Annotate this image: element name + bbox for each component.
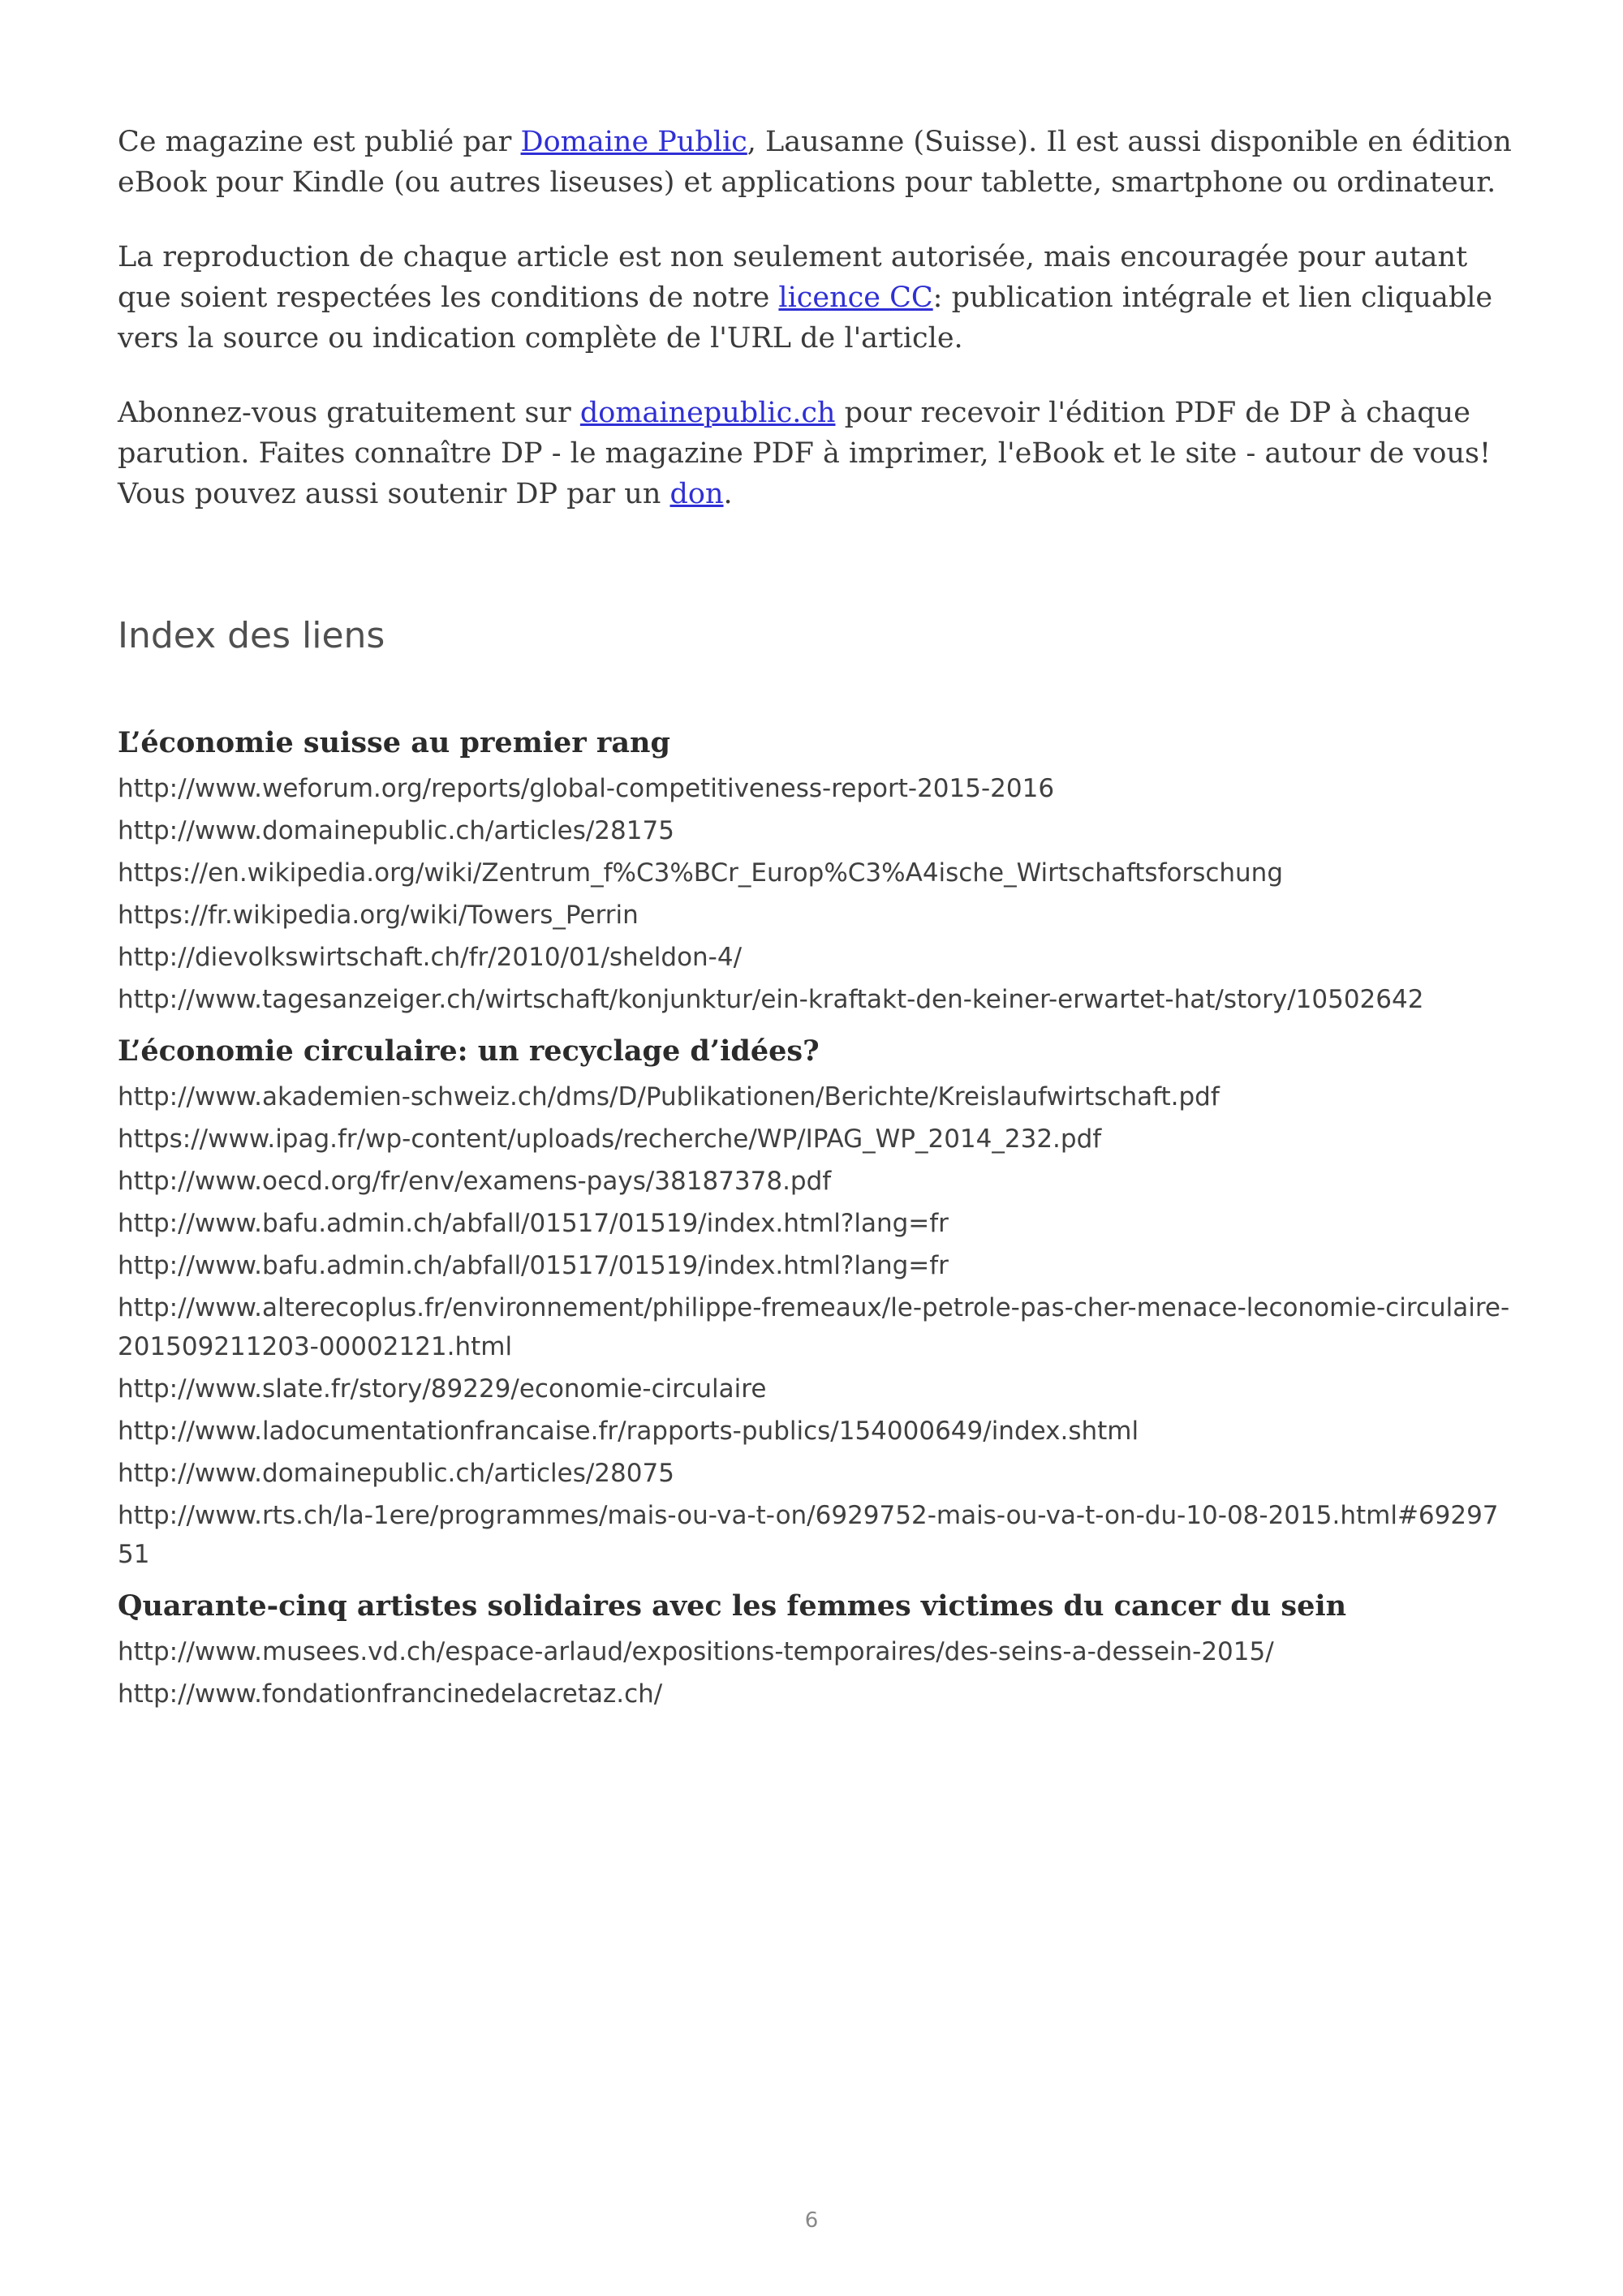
donation-link[interactable]: don [669,478,724,510]
intro-text: pour recevoir l'édition PDF de DP à chaque parution. Faites connaître DP - le magazine PDF à imprimer, l'eBook et le site - autour de vous! Vous pouvez aussi soutenir DP par un [118,397,1492,510]
domaine-public-link[interactable]: Domaine Public [520,126,747,158]
intro-text: : publication intégrale et lien cliquable vers la source ou indication complète de l'URL de l'article. [118,282,1493,355]
link-index [118,720,1513,1713]
intro-text: Abonnez-vous gratuitement sur [118,397,580,429]
url-link[interactable]: http://www.bafu.admin.ch/abfall/01517/01519/index.html?lang=fr [118,1251,949,1280]
domainepublic-site-link[interactable]: domainepublic.ch [579,397,836,429]
intro-paragraph-subscribe [118,393,1513,514]
url-link[interactable]: http://www.domainepublic.ch/articles/28175 [118,816,674,845]
intro-text: , Lausanne (Suisse). Il est aussi disponible en édition eBook pour Kindle (ou autres liseuses) et applications pour tablette, smartphone ou ordinateur. [118,126,1512,199]
document-page [118,122,1513,1723]
intro-text: La reproduction de chaque article est non seulement autorisée, mais encouragée pour autant que soient respectées les conditions de notre [118,241,1468,314]
index-section [118,1029,1513,1574]
url-link[interactable]: http://www.akademien-schweiz.ch/dms/D/Publikationen/Berichte/Kreislaufwirtschaft.pdf [118,1082,1220,1111]
url-link[interactable]: https://fr.wikipedia.org/wiki/Towers_Perrin [118,901,639,930]
index-section [118,1584,1513,1713]
url-link[interactable]: http://www.oecd.org/fr/env/examens-pays/38187378.pdf [118,1167,832,1196]
url-link[interactable]: http://www.weforum.org/reports/global-competitiveness-report-2015-2016 [118,774,1055,803]
url-link[interactable]: http://dievolkswirtschaft.ch/fr/2010/01/sheldon-4/ [118,943,743,972]
url-link[interactable]: http://www.bafu.admin.ch/abfall/01517/01519/index.html?lang=fr [118,1209,949,1238]
section-title: Quarante-cinq artistes solidaires avec les femmes victimes du cancer du sein [118,1589,1347,1623]
url-link[interactable]: http://www.tagesanzeiger.ch/wirtschaft/konjunktur/ein-kraftakt-den-keiner-erwartet-hat/story/10502642 [118,985,1424,1014]
intro-block [118,122,1513,514]
url-link[interactable]: http://www.alterecoplus.fr/environnement/philippe-fremeaux/le-petrole-pas-cher-menace-leconomie-circulaire-201509211203-00002121.html [118,1293,1510,1361]
url-link[interactable]: http://www.musees.vd.ch/espace-arlaud/expositions-temporaires/des-seins-a-dessein-2015/ [118,1637,1274,1666]
intro-text: . [723,478,733,510]
url-link[interactable]: http://www.ladocumentationfrancaise.fr/rapports-publics/154000649/index.shtml [118,1417,1139,1446]
page-number: 6 [804,2208,819,2233]
url-link[interactable]: https://en.wikipedia.org/wiki/Zentrum_f%C3%BCr_Europ%C3%A4ische_Wirtschaftsforschung [118,858,1284,888]
intro-paragraph-license [118,237,1513,359]
url-link[interactable]: https://www.ipag.fr/wp-content/uploads/recherche/WP/IPAG_WP_2014_232.pdf [118,1124,1102,1154]
url-link[interactable]: http://www.slate.fr/story/89229/economie-circulaire [118,1374,767,1404]
link-list [118,1632,1513,1713]
section-title: L’économie circulaire: un recyclage d’idées? [118,1034,820,1068]
section-title: L’économie suisse au premier rang [118,726,670,759]
url-link[interactable]: http://www.fondationfrancinedelacretaz.ch/ [118,1679,663,1709]
intro-text: Ce magazine est publié par [118,126,521,158]
intro-paragraph-publisher [118,122,1513,203]
licence-cc-link[interactable]: licence CC [778,282,933,314]
index-title: Index des liens [118,615,385,656]
url-link[interactable]: http://www.rts.ch/la-1ere/programmes/mais-ou-va-t-on/6929752-mais-ou-va-t-on-du-10-08-2015.html#6929751 [118,1501,1499,1569]
link-list [118,769,1513,1019]
url-link[interactable]: http://www.domainepublic.ch/articles/28075 [118,1459,674,1488]
link-list [118,1077,1513,1574]
index-section [118,720,1513,1019]
